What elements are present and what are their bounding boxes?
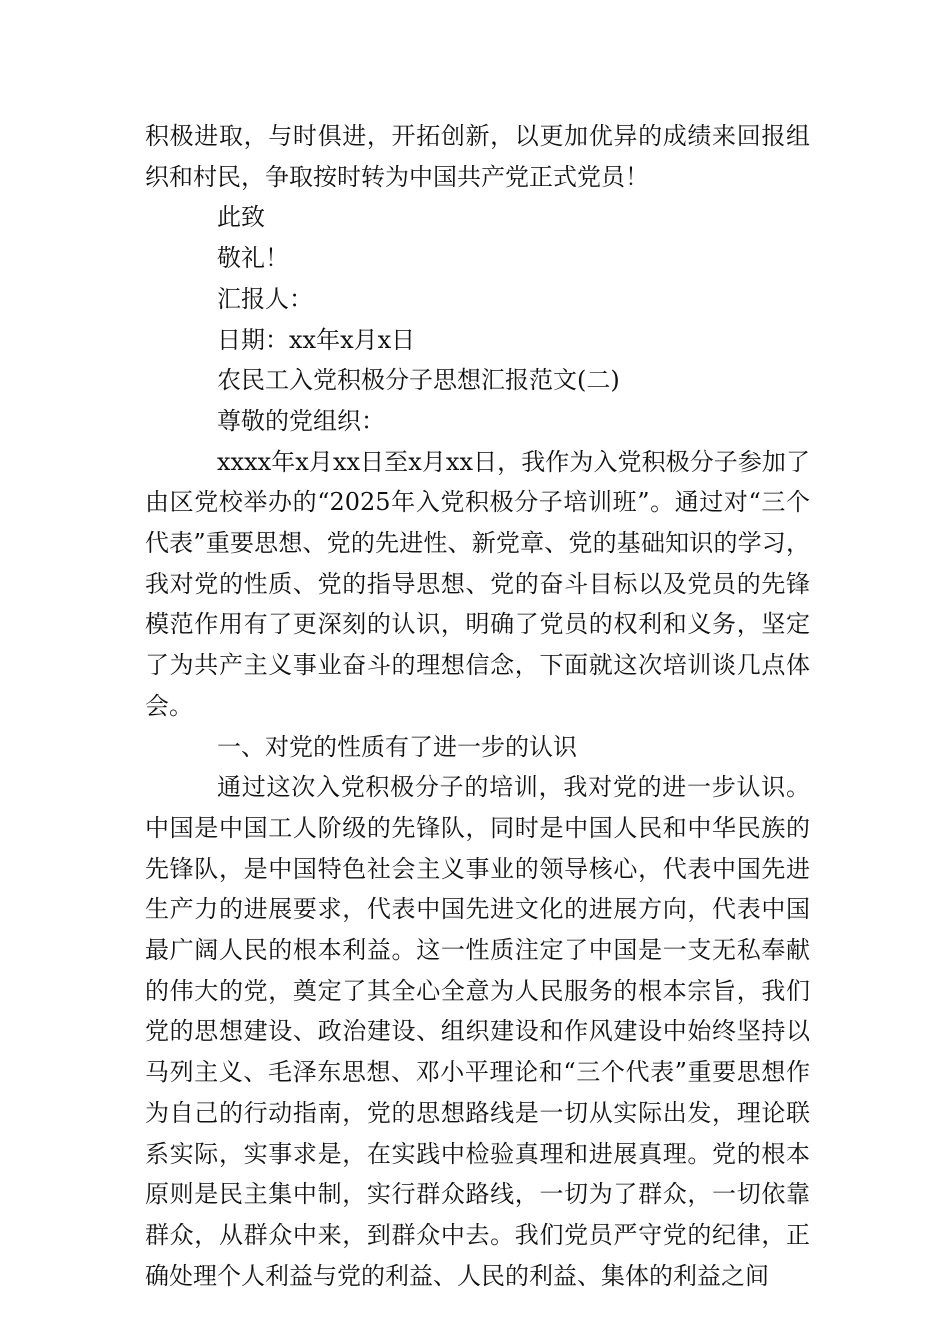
subheading-one: 一、对党的性质有了进一步的认识 — [217, 732, 577, 761]
document-body — [145, 116, 810, 1296]
paragraph-intro: xxxx年x月xx日至x月xx日，我作为入党积极分子参加了由区党校举办的“2025年入党积极分子培训班”。通过对“三个代表”重要思想、党的先进性、新党章、党的基础知识的学习，我对党的性质、党的指导思想、党的奋斗目标以及党员的先锋模范作用有了更深刻的认识，明确了党员的权利和义务，坚定了为共产主义事业奋斗的理想信念，下面就这次培训谈几点体会。 — [145, 447, 810, 720]
section-title: 农民工入党积极分子思想汇报范文(二) — [217, 366, 620, 395]
greeting-line: 尊敬的党组织： — [217, 406, 385, 435]
reporter-line: 汇报人： — [217, 284, 313, 313]
paragraph-body: 通过这次入党积极分子的培训，我对党的进一步认识。中国是中国工人阶级的先锋队，同时是中国人民和中华民族的先锋队，是中国特色社会主义事业的领导核心，代表中国先进生产力的进展要求，代表中国先进文化的进展方向，代表中国最广阔人民的根本利益。这一性质注定了中国是一支无私奉献的伟大的党，奠定了其全心全意为人民服务的根本宗旨，我们党的思想建设、政治建设、组织建设和作风建设中始终坚持以马列主义、毛泽东思想、邓小平理论和“三个代表”重要思想作为自己的行动指南，党的思想路线是一切从实际出发，理论联系实际，实事求是，在实践中检验真理和进展真理。党的根本原则是民主集中制，实行群众路线，一切为了群众，一切依靠群众，从群众中来，到群众中去。我们党员严守党的纪律，正确处理个人利益与党的利益、人民的利益、集体的利益之间 — [145, 773, 810, 1290]
date-line: 日期：xx年x月x日 — [217, 325, 416, 354]
salutation-cizhi: 此致 — [217, 203, 265, 232]
salutation-jingli: 敬礼！ — [217, 244, 289, 273]
paragraph-closing-text: 积极进取，与时俱进，开拓创新，以更加优异的成绩来回报组织和村民，争取按时转为中国共产党正式党员！ — [145, 122, 810, 191]
